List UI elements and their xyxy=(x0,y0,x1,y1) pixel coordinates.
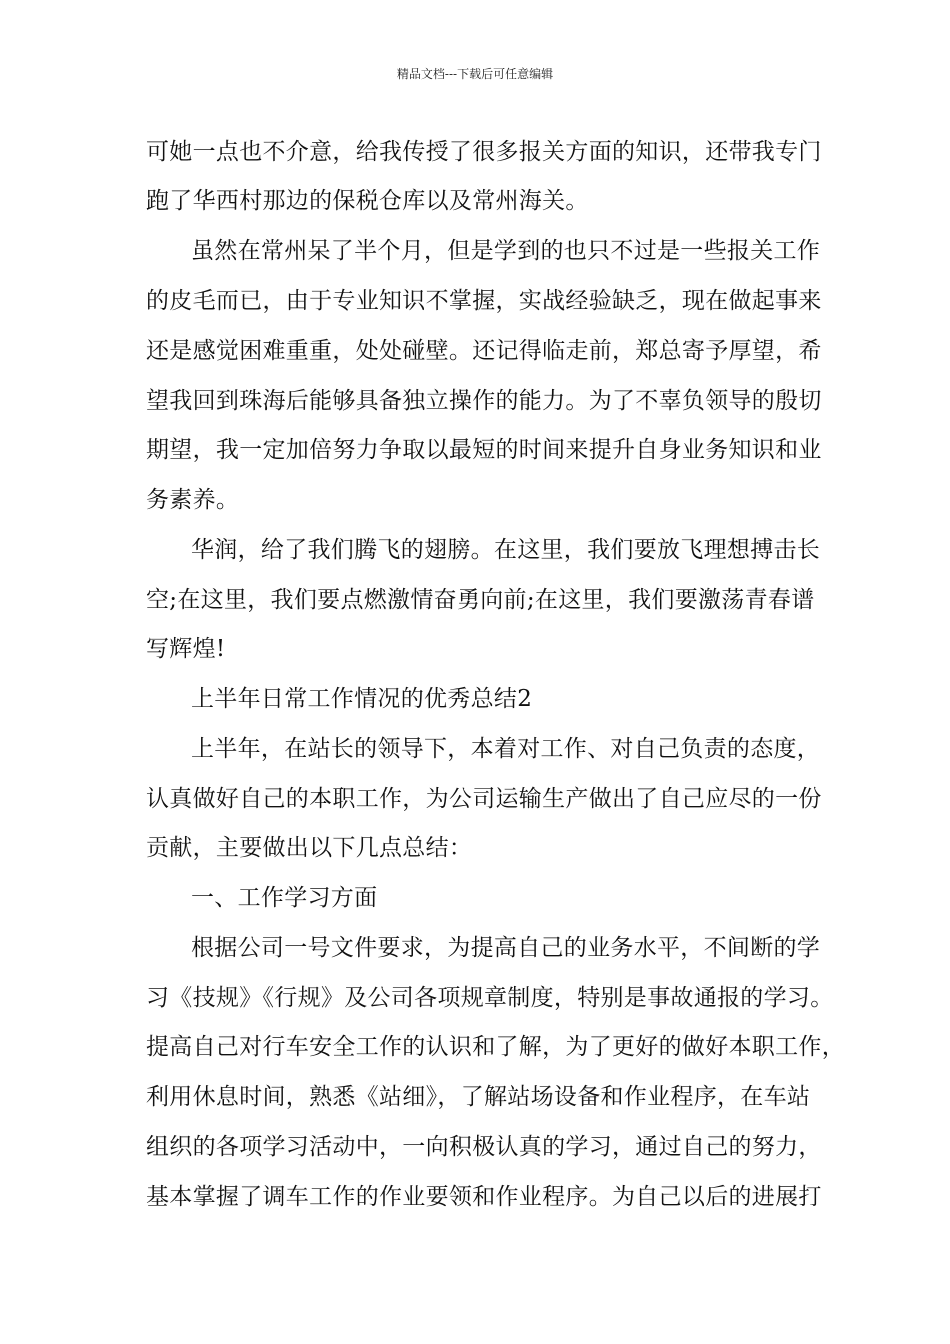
text-line: 空;在这里，我们要点燃激情奋勇向前;在这里，我们要激荡青春谱 xyxy=(146,587,815,613)
paragraph-first-line: 虽然在常州呆了半个月，但是学到的也只不过是一些报关工作 xyxy=(191,238,821,264)
page-header: 精品文档---下载后可任意编辑 xyxy=(396,67,554,81)
text-line: 写辉煌! xyxy=(146,636,226,662)
text-line: 望我回到珠海后能够具备独立操作的能力。为了不辜负领导的殷切 xyxy=(146,388,822,414)
text-line: 组织的各项学习活动中，一向积极认真的学习，通过自己的努力， xyxy=(146,1134,822,1160)
paragraph-first-line: 华润，给了我们腾飞的翅膀。在这里，我们要放飞理想搏击长 xyxy=(191,537,821,563)
section-title: 上半年日常工作情况的优秀总结2 xyxy=(191,686,533,712)
text-line: 贡献，主要做出以下几点总结： xyxy=(146,835,473,861)
text-line: 期望，我一定加倍努力争取以最短的时间来提升自身业务知识和业 xyxy=(146,437,822,463)
text-line: 可她一点也不介意，给我传授了很多报关方面的知识，还带我专门 xyxy=(146,139,822,165)
paragraph-first-line: 上半年，在站长的领导下，本着对工作、对自己负责的态度， xyxy=(191,736,821,762)
text-line: 习《技规》《行规》及公司各项规章制度，特别是事故通报的学习。 xyxy=(146,985,834,1011)
text-line: 认真做好自己的本职工作，为公司运输生产做出了自己应尽的一份 xyxy=(146,786,822,812)
text-line: 还是感觉困难重重，处处碰壁。还记得临走前，郑总寄予厚望，希 xyxy=(146,338,822,364)
text-line: 基本掌握了调车工作的作业要领和作业程序。为自己以后的进展打 xyxy=(146,1184,822,1210)
text-line: 利用休息时间，熟悉《站细》，了解站场设备和作业程序，在车站 xyxy=(146,1084,811,1110)
text-line: 提高自己对行车安全工作的认识和了解，为了更好的做好本职工作， xyxy=(146,1034,845,1060)
text-line: 跑了华西村那边的保税仓库以及常州海关。 xyxy=(146,188,589,214)
section-heading: 一、工作学习方面 xyxy=(191,885,378,911)
text-line: 务素养。 xyxy=(146,487,240,513)
paragraph-first-line: 根据公司一号文件要求，为提高自己的业务水平，不间断的学 xyxy=(191,935,821,961)
text-line: 的皮毛而已，由于专业知识不掌握，实战经验缺乏，现在做起事来 xyxy=(146,288,822,314)
